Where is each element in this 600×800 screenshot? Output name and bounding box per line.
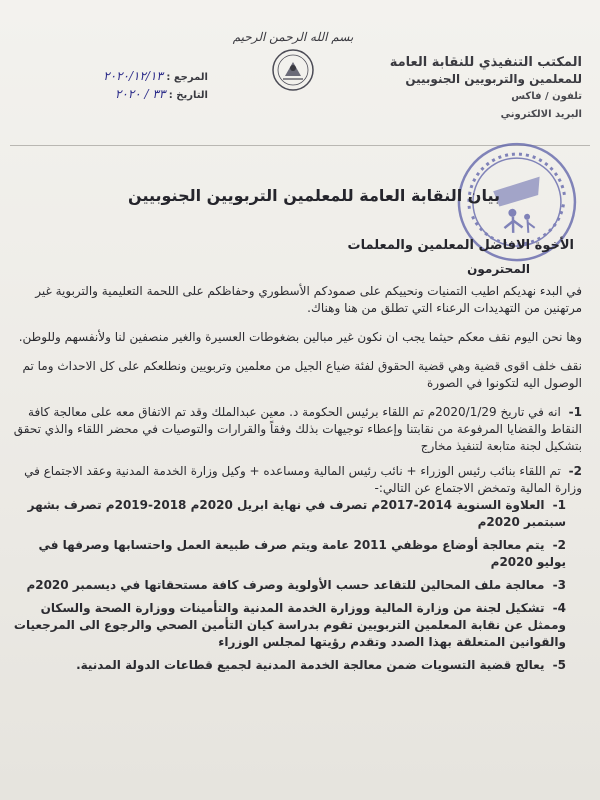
- statement-title: بيان النقابة العامة للمعلمين التربويين الجنوبيين: [128, 186, 500, 205]
- sub-items-list: [12, 497, 582, 674]
- paragraph: نقف خلف اقوى قضية وهي قضية الحقوق لفئة ضياع الجيل من معلمين وتربويين ونطلعكم على كل الاحداث وما تم الوصول اليه لتكونوا في الصورة: [22, 359, 582, 390]
- sub-item-text: يتم معالجة أوضاع موظفي 2011 عامة ويتم صرف طبيعة العمل واحتسابها وصرفها في يوليو 2020م: [38, 538, 566, 569]
- org-name-line2: للمعلمين والتربويين الجنوبيين: [405, 72, 582, 86]
- respect-line: المحترمون: [467, 262, 530, 276]
- sub-item-number: 3-: [552, 578, 566, 592]
- date-value: ٣٣ / ٢٠٢٠: [114, 87, 166, 101]
- paragraph: وها نحن اليوم نقف معكم حيثما يجب ان نكون غير مبالين بضغوطات العسيرة والغير منصفين لنا ولأنفسهم وللوطن.: [18, 330, 582, 344]
- item-number: 1-: [568, 405, 582, 419]
- letterhead-center: [228, 30, 358, 96]
- ref-label: المرجع: [173, 72, 208, 83]
- item-text: انه في تاريخ 2020/1/29م تم اللقاء برئيس الحكومة د. معين عبدالملك وقد تم الاتفاق معه على معالجة كافة النقاط والقضايا المرفوعة من نقابتنا وإعطاء توجيهات بذلك وفقاً والقرارات والتوصيات في محضر اللقاء والذي تحقق بتشكيل لجنة متابعة لتنفيذ مخارج: [13, 405, 582, 453]
- sub-list-item: [12, 497, 566, 531]
- sub-list-item: [12, 577, 566, 594]
- paragraph: في البدء نهديكم اطيب التمنيات ونحييكم على صمودكم الأسطوري وحفاظكم على اللحمة التعليمية والتربوية غير مرتهنين من التهديدات الرعناء التي تطلق من هنا وهناك.: [35, 284, 582, 315]
- bismillah-calligraphy: بسم الله الرحمن الرحيم: [232, 30, 354, 44]
- salutation: الأخوة الافاضل المعلمين والمعلمات: [347, 238, 574, 253]
- org-name-line1: المكتب التنفيذي للنقابة العامة: [389, 55, 582, 70]
- sub-list-item: [12, 657, 566, 674]
- union-logo-icon: [271, 48, 315, 92]
- tel-label: تلفون / فاكس: [511, 91, 582, 102]
- sub-item-number: 1-: [552, 498, 566, 512]
- date-label: التاريخ: [176, 90, 208, 101]
- statement-body: [12, 283, 582, 682]
- sub-list-item: [12, 537, 566, 571]
- sub-item-text: العلاوة السنوية 2014-2017م تصرف في نهاية ابريل 2020م 2018-2019م تصرف بشهر سبتمبر 2020م: [27, 498, 566, 529]
- item-number: 2-: [568, 464, 582, 478]
- list-item: [12, 404, 582, 455]
- sub-item-text: يعالج قضية التسويات ضمن معالجة الخدمة المدنية لجميع قطاعات الدولة المدنية.: [76, 658, 545, 672]
- sub-item-text: تشكيل لجنة من وزارة المالية ووزارة الخدمة المدنية والتأمينات ووزارة الصحة والسكان وممثل عن نقابة المعلمين التربويين تقوم بدراسة كيان التأمين الصحي والرجوع الى المرجعيات والقوانين المتعلقة بهذا الصدد وتقدم رؤيتها لمجلس الوزراء: [13, 601, 566, 649]
- sub-item-number: 5-: [552, 658, 566, 672]
- letterhead-organization: [352, 54, 582, 124]
- ref-value: ٢٠٢٠/١٢/١٣: [103, 69, 163, 83]
- letterhead-reference: المرجع : ٢٠٢٠/١٢/١٣ التاريخ : ٣٣ / ٢٠٢٠: [103, 69, 208, 101]
- sub-list-item: [12, 600, 566, 651]
- email-label: البريد الالكتروني: [500, 109, 582, 120]
- sub-item-text: معالجة ملف المحالين للتقاعد حسب الأولوية وصرف كافة مستحقاتها في ديسمبر 2020م: [26, 578, 545, 592]
- list-item: [12, 463, 582, 674]
- sub-item-number: 4-: [552, 601, 566, 615]
- sub-item-number: 2-: [552, 538, 566, 552]
- main-items-list: [12, 404, 582, 674]
- item-text: تم اللقاء بنائب رئيس الوزراء + نائب رئيس المالية ومساعده + وكيل وزارة الخدمة المدنية وعقد الاجتماع في وزارة المالية وتمخض الاجتماع عن التالي:-: [24, 464, 582, 495]
